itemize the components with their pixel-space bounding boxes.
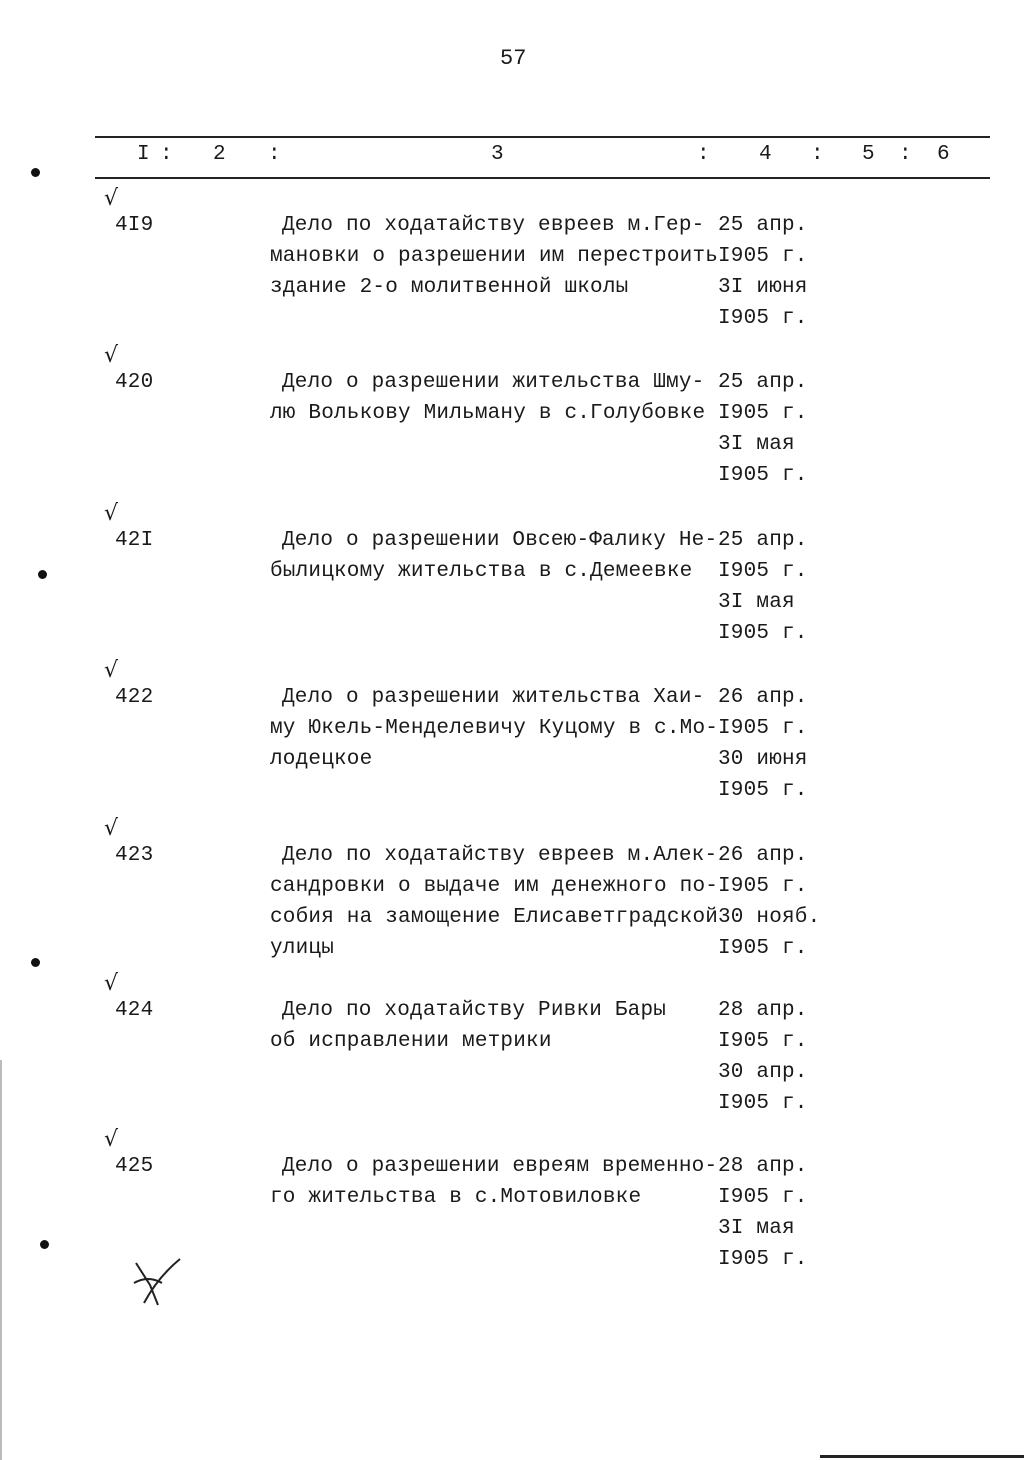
description-line: здание 2-о молитвенной школы <box>270 276 629 299</box>
start-date-line: I905 г. <box>718 875 808 898</box>
column-header: 3 <box>491 143 504 166</box>
description-line: мановки о разрешении им перестроить <box>270 245 719 268</box>
end-date-line: 3I мая <box>718 433 795 456</box>
start-date-line: I905 г. <box>718 717 808 740</box>
entry-number: 424 <box>115 999 154 1022</box>
page-edge-bottom <box>820 1455 1024 1458</box>
handwritten-cross-mark <box>128 1255 188 1311</box>
entry-dates <box>718 525 808 649</box>
description-line: Дело о разрешении жительства Шму- <box>282 371 705 394</box>
column-header: 6 <box>937 143 950 166</box>
header-top-rule <box>95 136 990 138</box>
entry-description <box>270 682 718 775</box>
description-line: лю Волькову Мильману в с.Голубовке <box>270 402 706 425</box>
header-bottom-rule <box>95 177 990 179</box>
entry-dates <box>718 210 808 334</box>
start-date-line: 25 апр. <box>718 214 808 237</box>
inventory-entry <box>0 816 1024 970</box>
entry-dates <box>718 995 808 1119</box>
checkmark-icon: √ <box>104 343 119 368</box>
description-line: Дело по ходатайству Ривки Бары <box>282 999 667 1022</box>
entry-description <box>270 367 705 429</box>
entry-number: 423 <box>115 844 154 867</box>
inventory-entry <box>0 501 1024 655</box>
inventory-entry <box>0 971 1024 1125</box>
end-date-line: 30 июня <box>718 748 808 771</box>
start-date-line: I905 г. <box>718 1186 808 1209</box>
end-date-line: I905 г. <box>718 937 808 960</box>
column-header: I <box>137 143 150 166</box>
inventory-entry <box>0 343 1024 497</box>
entry-description <box>270 525 717 587</box>
entry-dates <box>718 1151 808 1275</box>
entry-dates <box>718 682 808 806</box>
checkmark-icon: √ <box>104 186 119 211</box>
entry-number: 4I9 <box>115 214 154 237</box>
start-date-line: 25 апр. <box>718 529 808 552</box>
entry-dates <box>718 840 820 964</box>
start-date-line: 26 апр. <box>718 844 808 867</box>
description-line: Дело по ходатайству евреев м.Гер- <box>282 214 705 237</box>
column-separator: : <box>268 143 281 166</box>
end-date-line: I905 г. <box>718 464 808 487</box>
start-date-line: 28 апр. <box>718 1155 808 1178</box>
start-date-line: 28 апр. <box>718 999 808 1022</box>
description-line: Дело о разрешении Овсею-Фалику Не- <box>282 529 718 552</box>
checkmark-icon: √ <box>104 816 119 841</box>
entry-description <box>270 840 718 964</box>
end-date-line: I905 г. <box>718 779 808 802</box>
column-separator: : <box>697 143 710 166</box>
description-line: Дело о разрешении евреям временно- <box>282 1155 718 1178</box>
entry-number: 422 <box>115 686 154 709</box>
entry-description <box>270 210 718 303</box>
entry-number: 42I <box>115 529 154 552</box>
entry-number: 420 <box>115 371 154 394</box>
description-line: былицкому жительства в с.Демеевке <box>270 560 693 583</box>
description-line: об исправлении метрики <box>270 1030 552 1053</box>
end-date-line: 30 апр. <box>718 1061 808 1084</box>
checkmark-icon: √ <box>104 971 119 996</box>
punch-hole <box>31 958 40 967</box>
description-line: Дело о разрешении жительства Хаи- <box>282 686 705 709</box>
page-number: 57 <box>500 46 527 71</box>
checkmark-icon: √ <box>104 1127 119 1152</box>
start-date-line: I905 г. <box>718 560 808 583</box>
column-header: 2 <box>213 143 226 166</box>
entry-description <box>270 1151 717 1213</box>
page-edge <box>0 1060 2 1460</box>
entry-description <box>270 995 666 1057</box>
description-line: го жительства в с.Мотовиловке <box>270 1186 642 1209</box>
end-date-line: 3I мая <box>718 1217 795 1240</box>
column-separator: : <box>899 143 912 166</box>
column-header: 5 <box>862 143 875 166</box>
start-date-line: I905 г. <box>718 402 808 425</box>
end-date-line: I905 г. <box>718 307 808 330</box>
punch-hole <box>38 570 47 579</box>
column-separator: : <box>811 143 824 166</box>
inventory-entry <box>0 186 1024 340</box>
end-date-line: I905 г. <box>718 622 808 645</box>
column-separator: : <box>160 143 173 166</box>
column-header: 4 <box>759 143 772 166</box>
end-date-line: I905 г. <box>718 1248 808 1271</box>
start-date-line: I905 г. <box>718 245 808 268</box>
checkmark-icon: √ <box>104 658 119 683</box>
description-line: улицы <box>270 937 335 960</box>
inventory-entry <box>0 658 1024 812</box>
description-line: Дело по ходатайству евреев м.Алек- <box>282 844 718 867</box>
checkmark-icon: √ <box>104 501 119 526</box>
end-date-line: 30 нояб. <box>718 906 821 929</box>
end-date-line: 3I июня <box>718 276 808 299</box>
entry-number: 425 <box>115 1155 154 1178</box>
end-date-line: I905 г. <box>718 1092 808 1115</box>
punch-hole <box>40 1240 49 1249</box>
start-date-line: I905 г. <box>718 1030 808 1053</box>
end-date-line: 3I мая <box>718 591 795 614</box>
entry-dates <box>718 367 808 491</box>
start-date-line: 26 апр. <box>718 686 808 709</box>
description-line: сандровки о выдаче им денежного по- <box>270 875 719 898</box>
start-date-line: 25 апр. <box>718 371 808 394</box>
description-line: му Юкель-Менделевичу Куцому в с.Мо- <box>270 717 719 740</box>
punch-hole <box>31 168 40 177</box>
description-line: лодецкое <box>270 748 373 771</box>
description-line: собия на замощение Елисаветградской <box>270 906 719 929</box>
